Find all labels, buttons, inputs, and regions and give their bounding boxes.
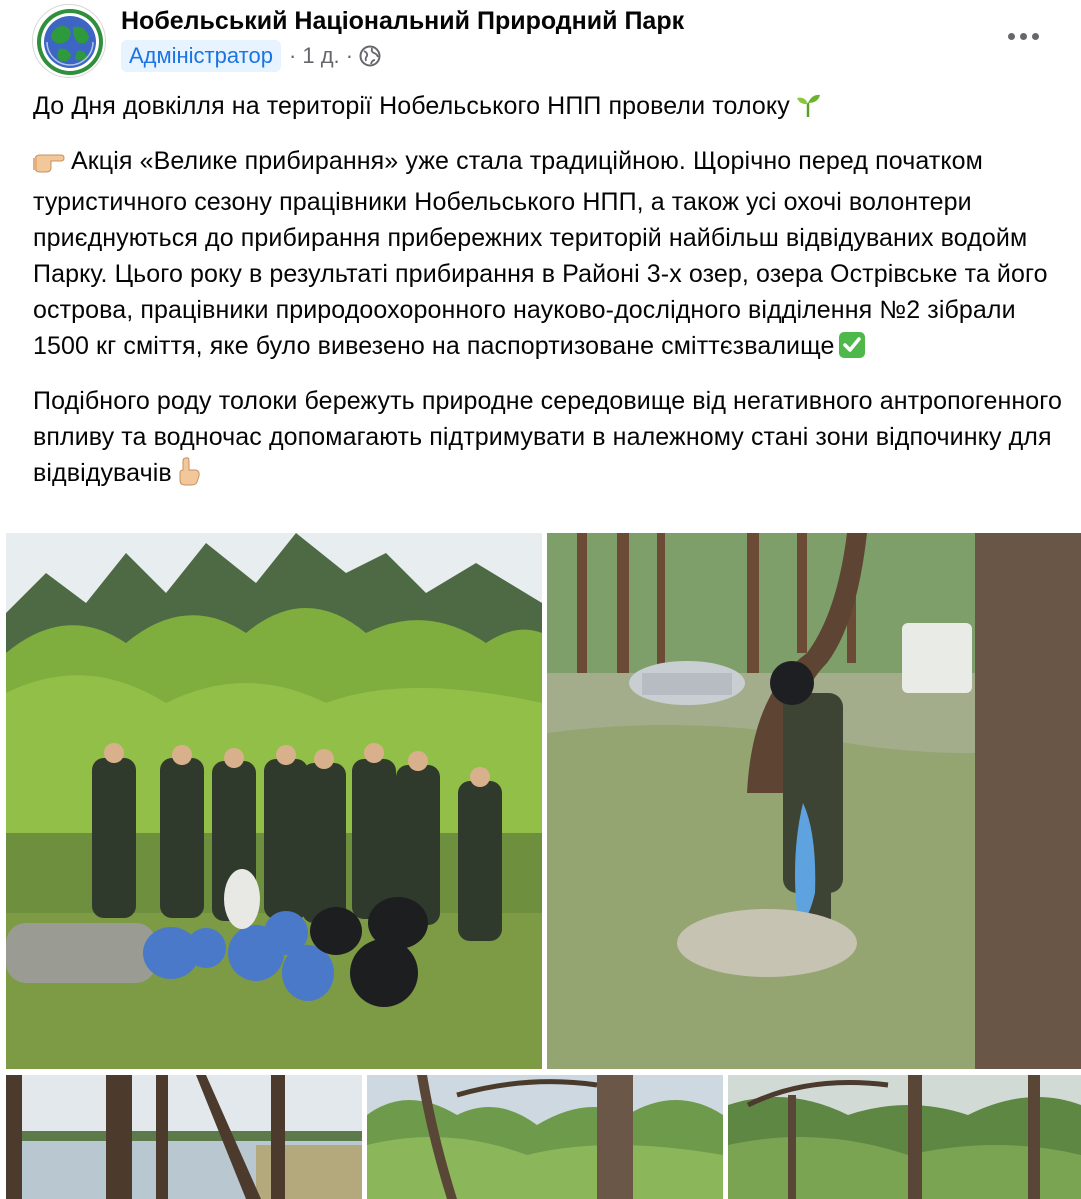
post-paragraph: [33, 143, 1063, 369]
page-name-link[interactable]: Нобельський Національний Природний Парк: [121, 7, 685, 35]
check-mark-emoji-icon: [838, 331, 866, 369]
post-paragraph-text: Подібного роду толоки бережуть природне середовище від негативного антропогенного впливу та водночас допомагають підтримувати в належному стані зони відпочинку для відвідувачів: [33, 387, 1062, 487]
post-body: [33, 88, 1063, 510]
post-paragraph-text: Акція «Велике прибирання» уже стала традиційною. Щорічно перед початком туристичного сезону працівники Нобельського НПП, а також усі охочі волонтери приєднуються до прибирання прибережних територій найбільш відвідуваних водойм Парку. Цього року в результаті прибирання в Районі 3-х озер, озера Острівське та його острова, працівники природоохоронного науково-дослідного відділення №2 зібрали 1500 кг сміття, яке було вивезено на паспортизоване сміттєзвалище: [33, 147, 1048, 360]
cleanup-photo[interactable]: [547, 533, 1081, 1069]
pointing-hand-emoji-icon: [33, 148, 65, 184]
post-paragraph-text: До Дня довкілля на території Нобельського НПП провели толоку: [33, 92, 790, 120]
post-meta: [121, 40, 381, 72]
more-options-button[interactable]: [1000, 18, 1046, 54]
post-header: [0, 0, 1081, 84]
more-horizontal-icon: [1008, 33, 1015, 40]
lake-photo[interactable]: [6, 1075, 362, 1199]
role-badge[interactable]: Адміністратор: [121, 40, 281, 72]
post-paragraph: [33, 88, 1063, 129]
forest-photo-2[interactable]: [728, 1075, 1081, 1199]
index-pointing-up-emoji-icon: [176, 456, 202, 496]
seedling-emoji-icon: [794, 91, 822, 129]
timestamp-link[interactable]: · 1 д. ·: [288, 43, 354, 68]
post-paragraph: [33, 383, 1063, 496]
page-avatar[interactable]: [32, 4, 106, 78]
group-photo[interactable]: [6, 533, 542, 1069]
forest-photo[interactable]: [367, 1075, 723, 1199]
globe-logo-icon: [33, 5, 106, 78]
globe-icon[interactable]: [359, 45, 381, 67]
